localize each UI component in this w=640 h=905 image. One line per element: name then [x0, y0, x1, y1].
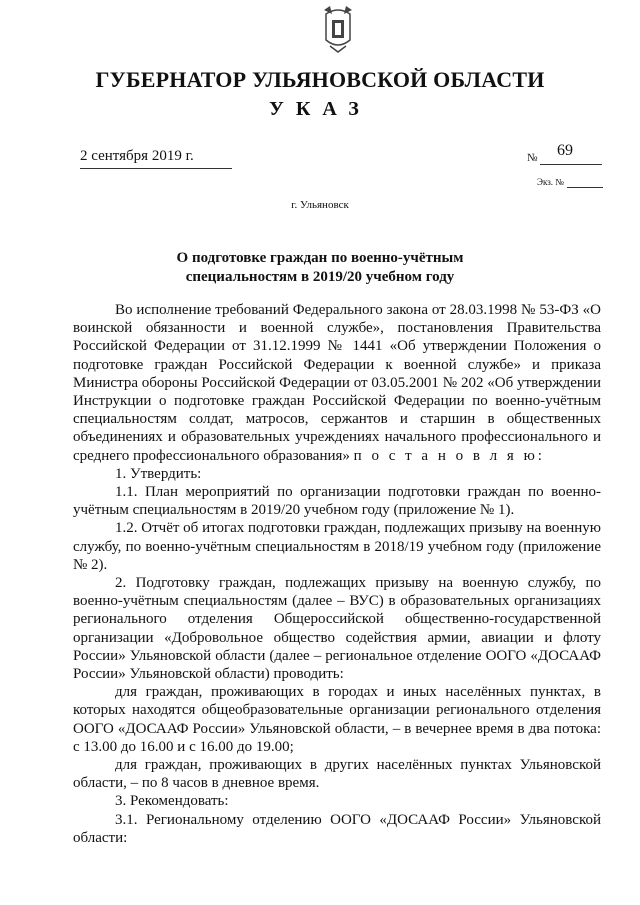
- document-type: УКАЗ: [269, 98, 371, 120]
- subject-line: О подготовке граждан по военно-учётным: [176, 250, 464, 266]
- preamble-paragraph: [73, 301, 601, 465]
- authority-title: ГУБЕРНАТОР УЛЬЯНОВСКОЙ ОБЛАСТИ: [95, 67, 545, 92]
- subject-line: специальностям в 2019/20 учебном году: [185, 269, 455, 285]
- clause-3-1: 3.1. Региональному отделению ООГО «ДОСААФ России» Ульяновской области:: [73, 811, 601, 846]
- clause-2: 2. Подготовку граждан, подлежащих призыву на военную службу, по военно-учётным специальностям (далее – ВУС) в образовательных организациях регионального отделения Общероссийской общественно-государственной организации «Добровольное общество содействия армии, авиации и флоту России» Ульяновской области (далее – региональное отделение ООГО «ДОСААФ России» Ульяновской области) проводить:: [73, 575, 601, 683]
- decree-subject: [0, 249, 640, 287]
- number-label: №: [527, 152, 538, 164]
- clause-2-city: для граждан, проживающих в городах и иных населённых пунктах, в которых находятся общеобразовательные организации регионального отделения ООГО «ДОСААФ России» Ульяновской области, – в вечернее время в два потока: с 13.00 до 16.00 и с 16.00 до 19.00;: [73, 684, 601, 755]
- decree-body: [73, 301, 601, 847]
- clause-1: 1. Утвердить:: [115, 465, 202, 482]
- decree-number: 69: [557, 142, 573, 159]
- clause-1-2: 1.2. Отчёт об итогах подготовки граждан, подлежащих призыву на военную службу, по военно-учётным специальностям в 2018/19 учебном году (приложение № 2).: [73, 520, 601, 573]
- decree-date: 2 сентября 2019 г.: [80, 148, 194, 164]
- coat-of-arms-emblem: [320, 4, 356, 54]
- preamble-text: Во исполнение требований Федерального закона от 28.03.1998 № 53-ФЗ «О воинской обязанности и военной службе», постановления Правительства Российской Федерации от 31.12.1999 № 1441 «Об утверждении Положения о подготовке граждан Российской Федерации к военной службе» и приказа Министра обороны Российской Федерации от 03.05.2001 № 202 «Об утверждении Инструкции о подготовке граждан Российской Федерации по военно-учётным специальностям солдат, матросов, сержантов и старшин в общественных объединениях и образовательных учреждениях начального профессионального и среднего профессионального образования»: [73, 302, 601, 464]
- date-underline: [80, 168, 232, 169]
- copy-number-label: Экз. №: [537, 177, 564, 187]
- city: г. Ульяновск: [291, 199, 349, 211]
- copy-number-underline: [567, 187, 603, 188]
- clause-3: 3. Рекомендовать:: [115, 793, 229, 810]
- decree-word: п о с т а н о в л я ю:: [353, 447, 545, 464]
- number-underline: [540, 164, 602, 165]
- clause-1-1: 1.1. План мероприятий по организации подготовки граждан по военно-учётным специальностям в 2019/20 учебном году (приложение № 1).: [73, 484, 601, 519]
- clause-2-other: для граждан, проживающих в других населённых пунктах Ульяновской области, – по 8 часов в дневное время.: [73, 757, 601, 792]
